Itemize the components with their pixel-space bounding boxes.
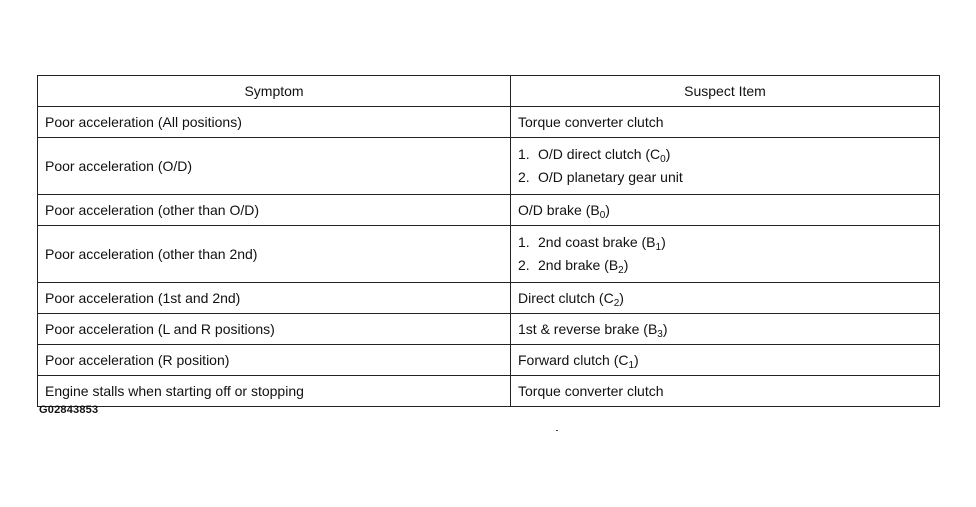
item-number: 1. (518, 146, 530, 162)
symptom-cell: Poor acceleration (All positions) (38, 107, 511, 138)
suspect-item (518, 199, 932, 222)
table-row (38, 314, 940, 345)
item-subscript: 2 (613, 297, 620, 309)
item-number: 1. (518, 234, 530, 250)
symptom-cell: Poor acceleration (other than 2nd) (38, 226, 511, 283)
header-suspect-item: Suspect Item (511, 76, 940, 107)
item-number: 2. (518, 169, 530, 185)
suspect-item-cell (511, 107, 940, 138)
suspect-item (518, 166, 932, 189)
item-suffix: ) (619, 289, 624, 306)
item-subscript: 1 (628, 359, 635, 371)
suspect-item (518, 143, 932, 166)
item-text: 2nd brake (B (538, 257, 619, 273)
table-row (38, 226, 940, 283)
item-subscript: 0 (599, 209, 606, 221)
item-subscript: 0 (660, 154, 666, 165)
suspect-item (518, 111, 932, 134)
item-subscript: 3 (657, 328, 663, 340)
item-text: O/D direct clutch (C (538, 146, 661, 162)
item-suffix: ) (665, 146, 671, 162)
table-row (38, 376, 940, 407)
table-row (38, 138, 940, 195)
symptom-cell: Poor acceleration (1st and 2nd) (38, 283, 511, 314)
item-text: Forward clutch (C (518, 351, 629, 368)
suspect-item (518, 380, 932, 403)
table-body (38, 107, 940, 407)
table-header-row (38, 76, 940, 107)
suspect-item-cell (511, 314, 940, 345)
diagnosis-table (37, 75, 940, 407)
item-text: 2nd coast brake (B (538, 234, 656, 250)
item-text: O/D planetary gear unit (538, 169, 683, 185)
item-subscript: 1 (655, 242, 662, 253)
item-text: Torque converter clutch (518, 382, 664, 399)
stray-mark (556, 430, 558, 431)
item-suffix: ) (662, 320, 668, 337)
table-row (38, 283, 940, 314)
symptom-cell: Poor acceleration (R position) (38, 345, 511, 376)
suspect-item (518, 318, 932, 341)
symptom-cell: Poor acceleration (L and R positions) (38, 314, 511, 345)
table-row (38, 195, 940, 226)
suspect-item (518, 254, 932, 277)
diagnosis-table-container (37, 75, 939, 407)
suspect-item (518, 349, 932, 372)
table-row (38, 345, 940, 376)
header-symptom: Symptom (38, 76, 511, 107)
item-text: 1st & reverse brake (B (518, 320, 658, 337)
item-number: 2. (518, 257, 530, 273)
item-text: Torque converter clutch (518, 113, 664, 130)
item-text: Direct clutch (C (518, 289, 614, 306)
item-suffix: ) (605, 201, 610, 218)
suspect-item (518, 231, 932, 254)
symptom-cell: Engine stalls when starting off or stopping (38, 376, 511, 407)
suspect-item-cell (511, 376, 940, 407)
table-row (38, 107, 940, 138)
symptom-cell: Poor acceleration (O/D) (38, 138, 511, 195)
suspect-item-cell (511, 345, 940, 376)
suspect-item-cell (511, 138, 940, 195)
suspect-item-cell (511, 226, 940, 283)
item-suffix: ) (634, 351, 639, 368)
symptom-cell: Poor acceleration (other than O/D) (38, 195, 511, 226)
suspect-item-cell (511, 195, 940, 226)
item-suffix: ) (623, 257, 629, 273)
item-suffix: ) (661, 234, 666, 250)
suspect-item-cell (511, 283, 940, 314)
figure-id: G02843853 (39, 404, 99, 416)
suspect-item (518, 287, 932, 310)
item-text: O/D brake (B (518, 201, 600, 218)
item-subscript: 2 (618, 265, 624, 276)
